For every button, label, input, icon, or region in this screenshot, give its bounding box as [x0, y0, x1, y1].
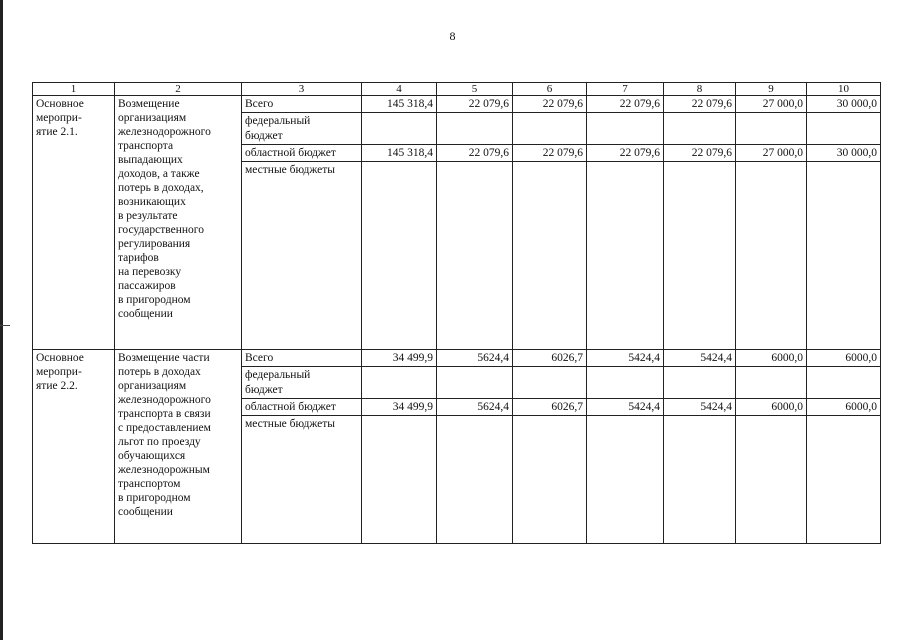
value-cell	[807, 367, 881, 399]
program-activities-table	[32, 82, 881, 544]
activity-title: Основное меропри- ятие 2.2.	[33, 350, 115, 544]
funding-source: Всего	[242, 350, 362, 367]
value-cell	[437, 113, 513, 145]
value-cell	[664, 162, 736, 350]
page-number: 8	[449, 29, 456, 43]
funding-source: областной бюджет	[242, 145, 362, 162]
value-cell: 22 079,6	[513, 145, 587, 162]
value-cell	[736, 416, 807, 544]
value-cell	[437, 162, 513, 350]
funding-source: Всего	[242, 96, 362, 113]
col-header-9: 9	[736, 83, 807, 96]
table-row	[33, 350, 881, 367]
value-cell	[587, 367, 664, 399]
value-cell: 145 318,4	[362, 96, 437, 113]
value-cell	[664, 416, 736, 544]
value-cell	[587, 162, 664, 350]
value-cell: 6000,0	[807, 350, 881, 367]
value-cell	[587, 416, 664, 544]
value-cell	[513, 162, 587, 350]
col-header-8: 8	[664, 83, 736, 96]
value-cell	[736, 113, 807, 145]
value-cell	[362, 416, 437, 544]
value-cell: 30 000,0	[807, 96, 881, 113]
value-cell: 34 499,9	[362, 350, 437, 367]
value-cell	[807, 162, 881, 350]
table-row	[33, 96, 881, 113]
value-cell: 5624,4	[437, 350, 513, 367]
col-header-3: 3	[242, 83, 362, 96]
value-cell: 30 000,0	[807, 145, 881, 162]
value-cell: 5424,4	[587, 399, 664, 416]
value-cell	[807, 416, 881, 544]
value-cell	[736, 162, 807, 350]
value-cell	[362, 113, 437, 145]
value-cell: 5624,4	[437, 399, 513, 416]
page-left-edge	[0, 0, 3, 640]
value-cell: 27 000,0	[736, 145, 807, 162]
value-cell	[437, 367, 513, 399]
value-cell: 22 079,6	[513, 96, 587, 113]
value-cell	[513, 367, 587, 399]
value-cell	[362, 162, 437, 350]
funding-source: федеральный бюджет	[242, 113, 362, 145]
value-cell: 6026,7	[513, 350, 587, 367]
value-cell: 22 079,6	[437, 145, 513, 162]
value-cell	[513, 416, 587, 544]
value-cell: 6000,0	[736, 399, 807, 416]
value-cell: 6000,0	[807, 399, 881, 416]
funding-source: федеральный бюджет	[242, 367, 362, 399]
value-cell: 22 079,6	[664, 145, 736, 162]
value-cell	[664, 367, 736, 399]
col-header-1: 1	[33, 83, 115, 96]
value-cell	[362, 367, 437, 399]
activity-description: Возмещение части потерь в доходах организациям железнодорожного транспорта в связи с предоставлением льгот по проезду обучающихся железнодорожным транспортом в пригородном сообщении	[115, 350, 242, 544]
page-margin-tick	[0, 325, 10, 326]
col-header-10: 10	[807, 83, 881, 96]
value-cell	[587, 113, 664, 145]
value-cell: 27 000,0	[736, 96, 807, 113]
value-cell	[437, 416, 513, 544]
column-number-row	[33, 83, 881, 96]
funding-source: местные бюджеты	[242, 416, 362, 544]
col-header-2: 2	[115, 83, 242, 96]
value-cell: 34 499,9	[362, 399, 437, 416]
col-header-5: 5	[437, 83, 513, 96]
col-header-4: 4	[362, 83, 437, 96]
value-cell: 22 079,6	[437, 96, 513, 113]
value-cell: 5424,4	[664, 350, 736, 367]
col-header-6: 6	[513, 83, 587, 96]
col-header-7: 7	[587, 83, 664, 96]
funding-source: областной бюджет	[242, 399, 362, 416]
value-cell	[807, 113, 881, 145]
value-cell: 6000,0	[736, 350, 807, 367]
value-cell: 5424,4	[664, 399, 736, 416]
activity-description: Возмещение организациям железнодорожного транспорта выпадающих доходов, а также потерь в доходах, возникающих в результате государственного регулирования тарифов на перевозку пассажиров в пригородном сообщении	[115, 96, 242, 350]
value-cell: 5424,4	[587, 350, 664, 367]
value-cell: 145 318,4	[362, 145, 437, 162]
value-cell	[736, 367, 807, 399]
activity-title: Основное меропри- ятие 2.1.	[33, 96, 115, 350]
value-cell: 22 079,6	[664, 96, 736, 113]
value-cell: 6026,7	[513, 399, 587, 416]
value-cell: 22 079,6	[587, 96, 664, 113]
value-cell	[513, 113, 587, 145]
value-cell	[664, 113, 736, 145]
value-cell: 22 079,6	[587, 145, 664, 162]
funding-source: местные бюджеты	[242, 162, 362, 350]
